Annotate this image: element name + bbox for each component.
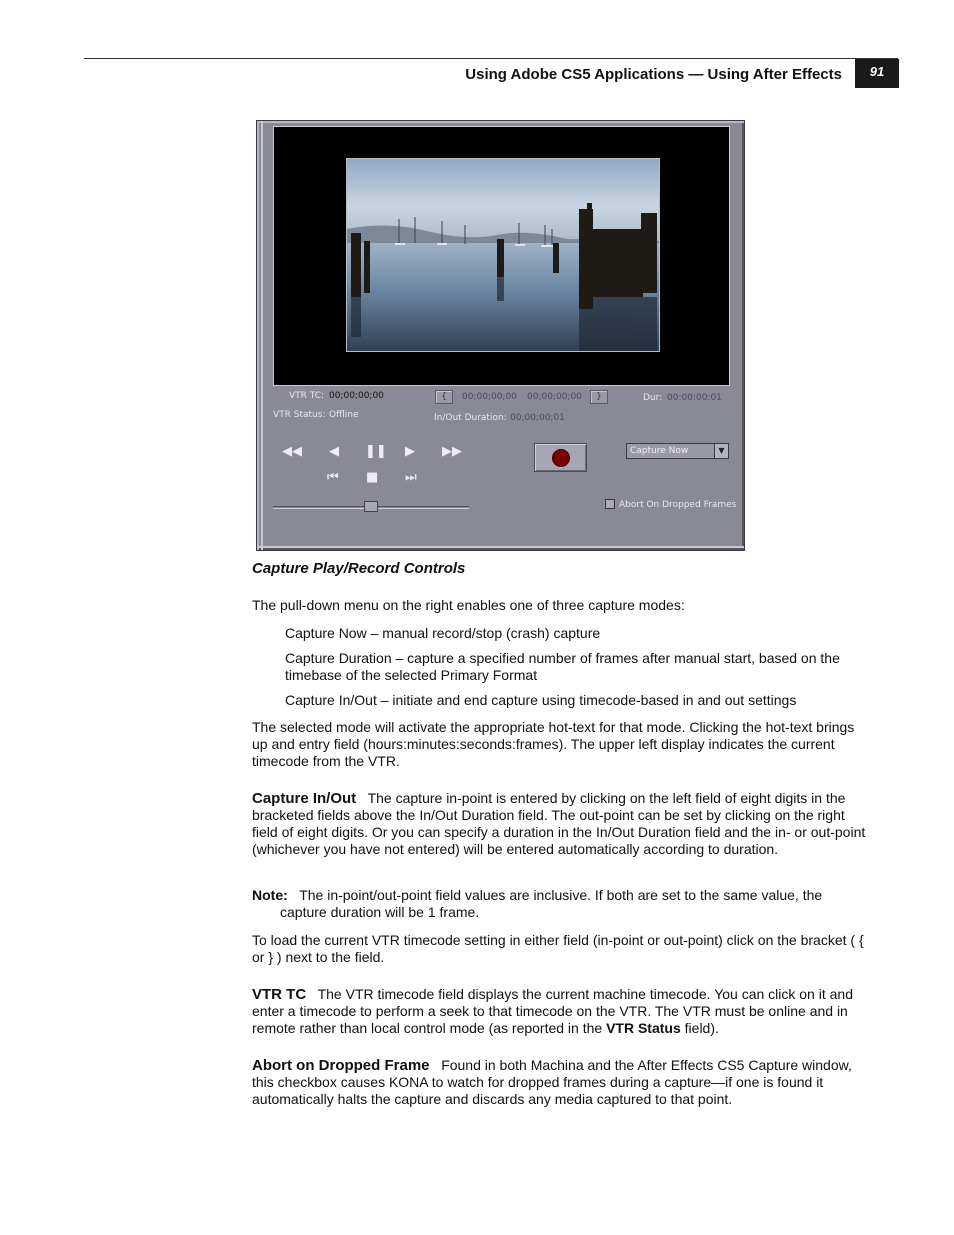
step-back-icon[interactable]: ◀ [329, 444, 339, 459]
go-to-start-icon[interactable]: ⏮ [327, 470, 339, 485]
window-edge [257, 546, 744, 548]
mode-item-capture-inout: Capture In/Out – initiate and end capture using timecode-based in and out settings [285, 692, 797, 708]
video-preview [273, 126, 730, 386]
header-rule [84, 58, 898, 59]
out-point-bracket-button[interactable]: } [590, 390, 608, 404]
vtr-tc-field[interactable]: 00;00;00;00 [329, 391, 384, 401]
note-paragraph [252, 887, 868, 921]
vtr-tc-section [252, 986, 868, 1037]
in-point-bracket-button[interactable]: { [435, 390, 453, 404]
play-icon[interactable]: ▶ [405, 444, 415, 459]
intro-paragraph: The pull-down menu on the right enables one of three capture modes: [252, 597, 685, 613]
abort-text: Found in both Machina and the After Effects CS5 Capture window, this checkbox causes KONA to watch for dropped frames during a capture—if one is found it automatically halts the capture and discards any media captured to that point. [252, 1057, 852, 1107]
capture-mode-select[interactable] [626, 443, 729, 459]
dur-value[interactable]: 00:00:00:01 [667, 393, 722, 403]
note-text: The in-point/out-point field values are inclusive. If both are set to the same value, the capture duration will be 1 frame. [280, 887, 823, 920]
rewind-icon[interactable]: ◀◀ [282, 444, 302, 459]
record-button[interactable] [534, 443, 587, 472]
abort-dropped-frames-checkbox[interactable] [605, 499, 615, 509]
vtr-tc-text-end: field). [684, 1020, 719, 1036]
inout-duration-label: In/Out Duration: [434, 413, 507, 423]
video-frame-harbor-image [346, 158, 660, 352]
abort-dropped-frames-label: Abort On Dropped Frames [619, 500, 737, 510]
mode-item-capture-now: Capture Now – manual record/stop (crash) capture [285, 625, 601, 641]
out-point-field[interactable]: 00;00;00;00 [527, 392, 582, 402]
dur-label: Dur: [643, 393, 663, 403]
vtr-tc-heading: VTR TC [252, 986, 307, 1003]
pause-icon[interactable]: ❚❚ [365, 444, 387, 459]
vtr-status-term: VTR Status [606, 1020, 681, 1036]
hot-text-paragraph: The selected mode will activate the appropriate hot-text for that mode. Clicking the hot-text brings up and entry field (hours:minutes:seconds:frames). The upper left display indicates the current timecode from the VTR. [252, 719, 855, 769]
vtr-tc-text: The VTR timecode field displays the current machine timecode. You can click on it and enter a timecode to perform a seek to that timecode on the VTR. The VTR must be online and in remote rather than local control mode (as reported in the [252, 986, 853, 1036]
figure-caption: Capture Play/Record Controls [252, 560, 466, 577]
vtr-status-label: VTR Status: [273, 410, 326, 420]
note-label: Note: [252, 887, 288, 903]
page-header-title: Using Adobe CS5 Applications — Using After Effects [465, 66, 842, 83]
mode-item-capture-duration: Capture Duration – capture a specified number of frames after manual start, based on the timebase of the selected Primary Format [285, 650, 840, 683]
load-timecode-paragraph: To load the current VTR timecode setting in either field (in-point or out-point) click on the bracket ( { or } ) next to the field. [252, 932, 864, 965]
window-edge [261, 121, 263, 550]
record-icon [552, 449, 570, 467]
capture-inout-heading: Capture In/Out [252, 790, 357, 807]
inout-duration-field[interactable]: 00;00;00;01 [510, 413, 565, 423]
chevron-down-icon: ▼ [714, 444, 728, 458]
abort-heading: Abort on Dropped Frame [252, 1057, 430, 1074]
in-point-field[interactable]: 00;00;00;00 [462, 392, 517, 402]
capture-window-screenshot [256, 120, 745, 551]
stop-icon[interactable]: ■ [366, 470, 379, 485]
page-number: 91 [855, 59, 899, 88]
go-to-end-icon[interactable]: ⏭ [405, 470, 417, 485]
capture-inout-section [252, 790, 868, 858]
capture-mode-value: Capture Now [630, 446, 689, 456]
vtr-tc-label: VTR TC: [289, 391, 325, 401]
capture-inout-text: The capture in-point is entered by clicking on the left field of eight digits in the bracketed fields above the In/Out Duration field. The out-point can be set by clicking on the right field of eight digits. Or you can specify a duration in the In/Out Duration field and the in- or out-point (whichever you have not entered) will be entered automatically according to duration. [252, 790, 866, 857]
abort-section [252, 1057, 868, 1108]
fast-forward-icon[interactable]: ▶▶ [442, 444, 462, 459]
shuttle-slider-thumb[interactable] [364, 501, 378, 512]
vtr-status-value: Offline [329, 410, 359, 420]
